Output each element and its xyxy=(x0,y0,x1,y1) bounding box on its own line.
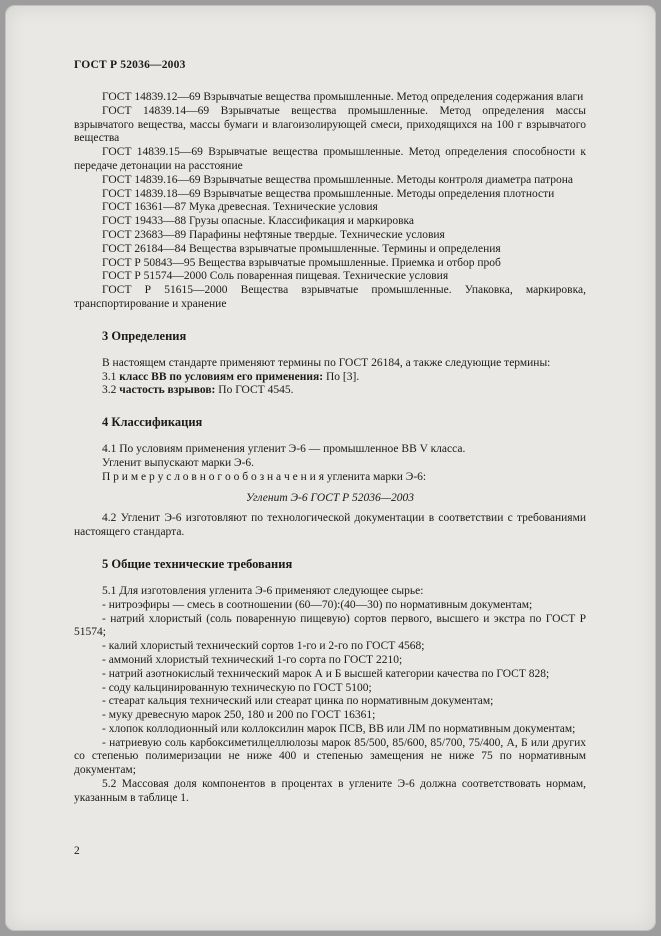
paragraph: Угленит выпускают марки Э-6. xyxy=(102,456,255,469)
paragraph: 5.2 Массовая доля компонентов в процентах в углените Э-6 должна соответствовать нормам, указанным в таблице 1. xyxy=(74,778,586,804)
reference-item: ГОСТ 14839.15—69 Взрывчатые вещества промышленные. Метод определения способности к передаче детонации на расстояние xyxy=(74,146,586,172)
section-heading-general-requirements: 5 Общие технические требования xyxy=(102,556,293,571)
document-page xyxy=(5,5,656,931)
paragraph: 5.1 Для изготовления угленита Э-6 применяют следующее сырье: xyxy=(102,584,424,597)
list-item: - натриевую соль карбоксиметилцеллюлозы марок 85/500, 85/600, 85/700, 75/400, А, Б или других со степенью полимеризации не ниже 400 и степенью замещения не ниже 75 по нормативным документам; xyxy=(74,736,586,777)
paragraph: 4.1 По условиям применения угленит Э-6 — промышленное ВВ V класса. xyxy=(102,443,466,456)
paragraph xyxy=(74,384,586,398)
text-run: По ГОСТ 4545. xyxy=(215,384,294,397)
list-item: - стеарат кальция технический или стеарат цинка по нормативным документам; xyxy=(102,695,494,708)
reference-item: ГОСТ 14839.18—69 Взрывчатые вещества промышленные. Методы определения плотности xyxy=(102,187,555,200)
term-bold: класс ВВ по условиям его применения: xyxy=(119,370,324,383)
reference-item: ГОСТ 16361—87 Мука древесная. Технические условия xyxy=(102,201,378,214)
document-header: ГОСТ Р 52036—2003 xyxy=(74,59,186,71)
reference-item: ГОСТ 14839.16—69 Взрывчатые вещества промышленные. Методы контроля диаметра патрона xyxy=(102,173,574,186)
page-number: 2 xyxy=(74,845,80,857)
reference-item: ГОСТ 23683—89 Парафины нефтяные твердые. Технические условия xyxy=(102,228,445,241)
reference-item: ГОСТ 19433—88 Грузы опасные. Классификация и маркировка xyxy=(102,215,415,228)
list-item: - нитроэфиры — смесь в соотношении (60—70):(40—30) по нормативным документам; xyxy=(102,598,533,611)
text-run: По [3]. xyxy=(323,370,360,383)
list-item: - хлопок коллодионный или коллоксилин марок ПСВ, ВВ или ЛМ по нормативным документам; xyxy=(102,722,576,735)
reference-item: ГОСТ 14839.12—69 Взрывчатые вещества промышленные. Метод определения содержания влаги xyxy=(102,91,584,103)
list-item: - калий хлористый технический сортов 1-го и 2-го по ГОСТ 4568; xyxy=(102,640,425,653)
document-content xyxy=(74,91,586,806)
paragraph: В настоящем стандарте применяют термины по ГОСТ 26184, а также следующие термины: xyxy=(102,356,551,369)
list-item: - аммоний хлористый технический 1-го сорта по ГОСТ 2210; xyxy=(102,653,403,666)
text-run: 3.1 xyxy=(102,370,120,383)
reference-item: ГОСТ 14839.14—69 Взрывчатые вещества промышленные. Метод определения массы взрывчатого вещества, массы бумаги и влагоизолирующей смеси, приходящихся на 100 г взрывчатого вещества xyxy=(74,104,586,145)
paragraph: П р и м е р у с л о в н о г о о б о з н а ч е н и я угленита марки Э-6: xyxy=(102,470,427,483)
reference-item: ГОСТ Р 51615—2000 Вещества взрывчатые промышленные. Упаковка, маркировка, транспортирование и хранение xyxy=(74,284,586,310)
paragraph: 4.2 Угленит Э-6 изготовляют по технологической документации в соответствии с требованиями настоящего стандарта. xyxy=(74,512,586,539)
paragraph xyxy=(74,371,586,385)
list-item: - натрий хлористый (соль поваренную пищевую) сортов первого, высшего и экстра по ГОСТ Р 51574; xyxy=(74,612,586,639)
section-heading-classification: 4 Классификация xyxy=(102,415,203,430)
reference-item: ГОСТ 26184—84 Вещества взрывчатые промышленные. Термины и определения xyxy=(102,242,501,255)
list-item: - натрий азотнокислый технический марок А и Б высшей категории качества по ГОСТ 828; xyxy=(102,667,550,680)
section-heading-definitions: 3 Определения xyxy=(102,328,187,343)
designation-example: Угленит Э-6 ГОСТ Р 52036—2003 xyxy=(245,491,415,504)
list-item: - соду кальцинированную техническую по ГОСТ 5100; xyxy=(102,681,372,694)
reference-item: ГОСТ Р 50843—95 Вещества взрывчатые промышленные. Приемка и отбор проб xyxy=(102,256,501,269)
text-run: 3.2 xyxy=(102,384,120,397)
term-bold: частость взрывов: xyxy=(119,384,216,397)
reference-item: ГОСТ Р 51574—2000 Соль поваренная пищевая. Технические условия xyxy=(102,270,449,283)
list-item: - муку древесную марок 250, 180 и 200 по ГОСТ 16361; xyxy=(102,709,376,722)
